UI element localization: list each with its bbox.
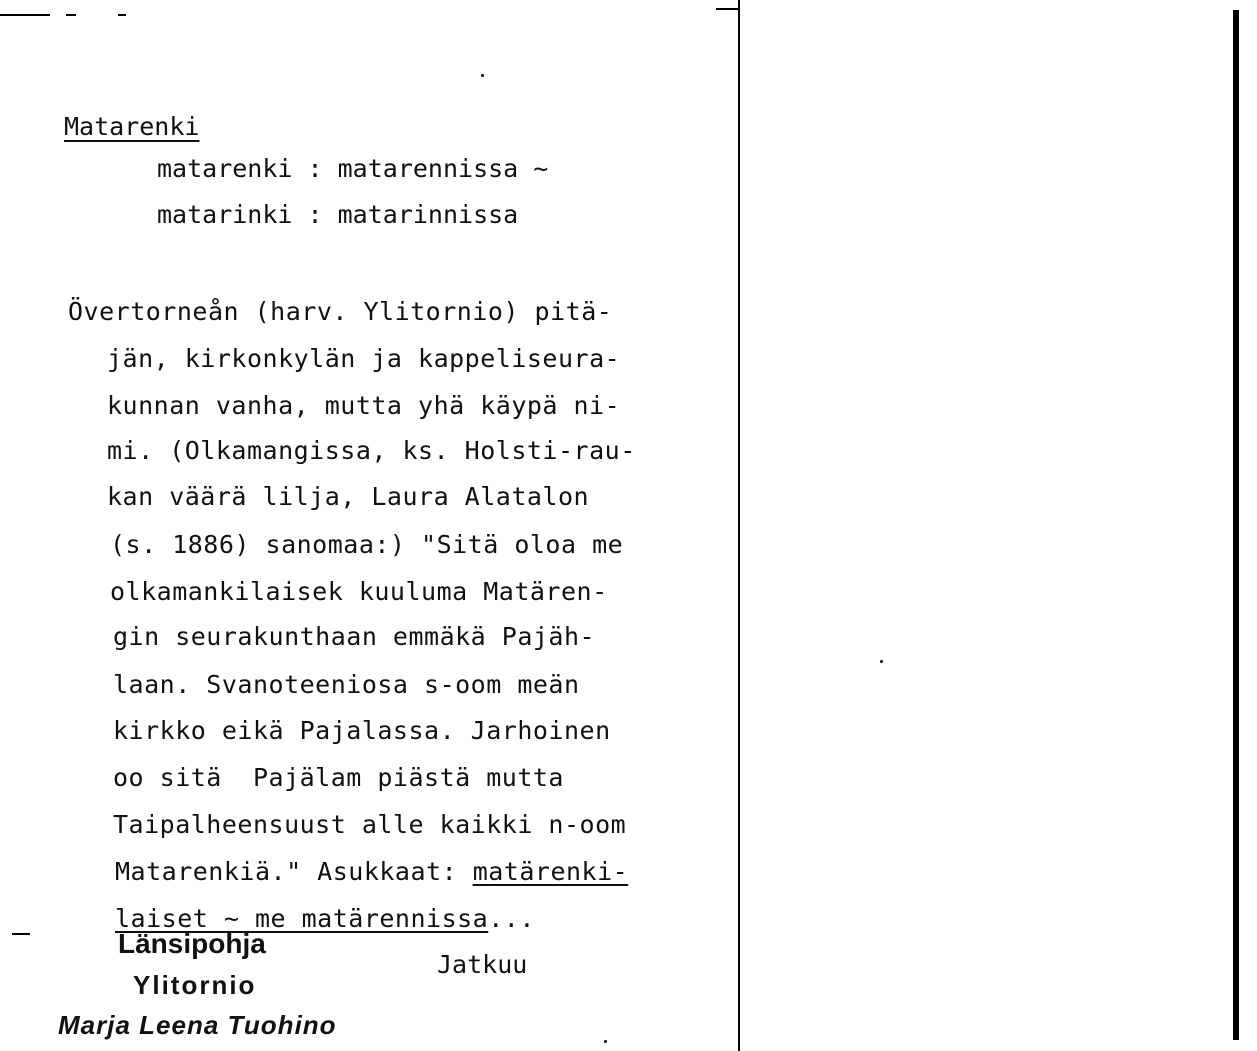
- body-text-line: gin seurakunthaan emmäkä Pajäh-: [113, 622, 596, 651]
- body-text-line: Taipalheensuust alle kaikki n-oom: [113, 810, 627, 839]
- continuation-note: Jatkuu: [437, 950, 528, 979]
- body-text-line: kan väärä lilja, Laura Alatalon: [107, 482, 590, 511]
- scan-speck: [481, 74, 484, 77]
- inflection-form: matarenki : matarennissa ~: [157, 154, 549, 183]
- body-text-line: kunnan vanha, mutta yhä käypä ni-: [107, 391, 621, 420]
- trailing-ellipsis: ...: [488, 904, 535, 933]
- underlined-term: laiset ~ me matärennissa: [115, 904, 489, 933]
- body-text-line: Övertorneån (harv. Ylitornio) pitä-: [68, 297, 613, 326]
- body-text-line: olkamankilaisek kuuluma Matären-: [110, 577, 608, 606]
- scan-mark: [0, 14, 50, 16]
- body-text-line: (s. 1886) sanomaa:) "Sitä oloa me: [110, 530, 624, 559]
- collector-name: Marja Leena Tuohino: [58, 1010, 337, 1040]
- headword: Matarenki: [64, 112, 200, 141]
- body-text-line: oo sitä Pajälam piästä mutta: [113, 763, 564, 792]
- inflection-form: matarinki : matarinnissa: [157, 200, 519, 229]
- card-right-edge: [1233, 10, 1239, 1040]
- scan-mark: [716, 8, 738, 10]
- body-text-line: kirkko eikä Pajalassa. Jarhoinen: [113, 716, 611, 745]
- body-text-line: mi. (Olkamangissa, ks. Holsti-rau-: [107, 436, 636, 465]
- underlined-term: matärenki-: [472, 857, 629, 886]
- scan-mark: [12, 933, 30, 935]
- body-text-line: laan. Svanoteeniosa s-oom meän: [113, 670, 580, 699]
- stamp-region: Länsipohja: [118, 928, 266, 959]
- scan-mark: [66, 14, 76, 16]
- card-divider-line: [738, 0, 740, 1051]
- body-text-fragment: Matarenkiä." Asukkaat:: [115, 857, 473, 886]
- stamp-town: Ylitornio: [133, 970, 257, 1000]
- body-text-line-with-term: [115, 857, 628, 886]
- scan-speck: [604, 1040, 607, 1043]
- body-text-line: jän, kirkonkylän ja kappeliseura-: [107, 344, 621, 373]
- scan-mark: [118, 14, 126, 16]
- scan-speck: [880, 660, 883, 663]
